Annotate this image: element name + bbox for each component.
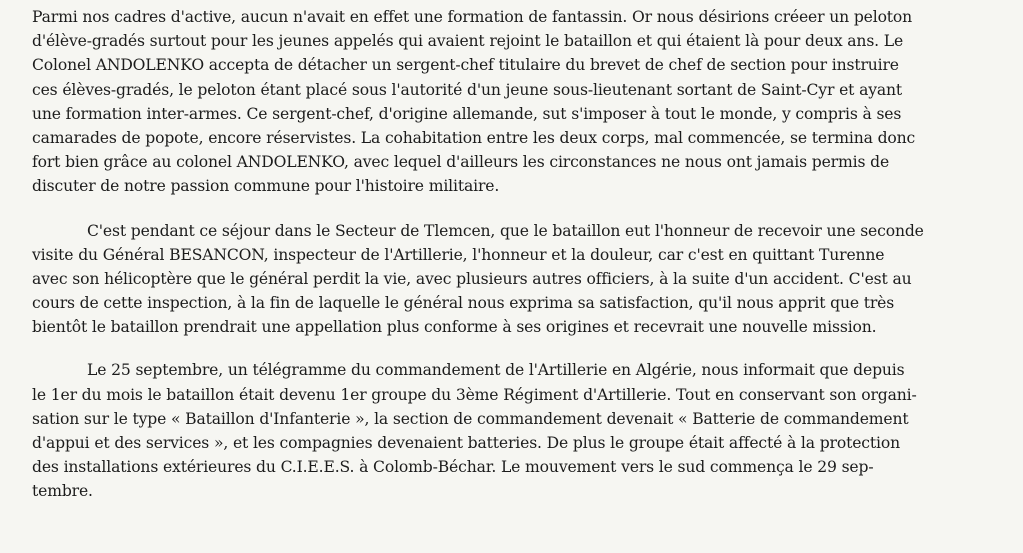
text-line: d'appui et des services », et les compagnies devenaient batteries. De plus le groupe était affecté à la protection <box>32 434 900 452</box>
text-line: camarades de popote, encore réservistes. La cohabitation entre les deux corps, mal commencée, se termina donc <box>32 128 916 147</box>
text-line: C'est pendant ce séjour dans le Secteur de Tlemcen, que le bataillon eut l'honneur de recevoir une seconde <box>87 221 924 240</box>
paragraph-2 <box>32 219 1005 340</box>
text-line: ces élèves-gradés, le peloton étant placé sous l'autorité d'un jeune sous-lieutenant sortant de Saint-Cyr et ayant <box>32 80 903 99</box>
text-line: Parmi nos cadres d'active, aucun n'avait en effet une formation de fantassin. Or nous désirions créeer un peloton <box>32 8 913 26</box>
paragraph-3 <box>32 358 1005 503</box>
text-line: bientôt le bataillon prendrait une appellation plus conforme à ses origines et recevrait une nouvelle mission. <box>32 318 877 337</box>
paragraph-1 <box>32 5 1005 199</box>
text-line: Le 25 septembre, un télégramme du commandement de l'Artillerie en Algérie, nous informait que depuis <box>87 361 905 380</box>
text-line: visite du Général BESANCON, inspecteur de l'Artillerie, l'honneur et la douleur, car c'est en quittant Turenne <box>32 245 885 264</box>
text-line: une formation inter-armes. Ce sergent-chef, d'origine allemande, sut s'imposer à tout le monde, y compris à ses <box>32 104 902 123</box>
text-line: d'élève-gradés surtout pour les jeunes appelés qui avaient rejoint le bataillon et qui étaient là pour deux ans. Le <box>32 32 904 51</box>
text-line: des installations extérieures du C.I.E.E.S. à Colomb-Béchar. Le mouvement vers le sud commença le 29 sep- <box>32 458 874 477</box>
text-line: fort bien grâce au colonel ANDOLENKO, avec lequel d'ailleurs les circonstances ne nous ont jamais permis de <box>32 153 890 172</box>
text-line: cours de cette inspection, à la fin de laquelle le général nous exprima sa satisfaction, qu'il nous apprit que très <box>32 294 895 313</box>
text-line: Colonel ANDOLENKO accepta de détacher un sergent-chef titulaire du brevet de chef de section pour instruire <box>32 56 899 75</box>
text-line: avec son hélicoptère que le général perdit la vie, avec plusieurs autres officiers, à la suite d'un accident. C'est au <box>32 269 912 288</box>
text-line: tembre. <box>32 482 93 501</box>
text-line: discuter de notre passion commune pour l'histoire militaire. <box>32 177 500 196</box>
text-line: sation sur le type « Bataillon d'Infanterie », la section de commandement devenait « Batterie de commandement <box>32 409 909 428</box>
text-line: le 1er du mois le bataillon était devenu 1er groupe du 3ème Régiment d'Artillerie. Tout en conservant son organi- <box>32 385 917 404</box>
